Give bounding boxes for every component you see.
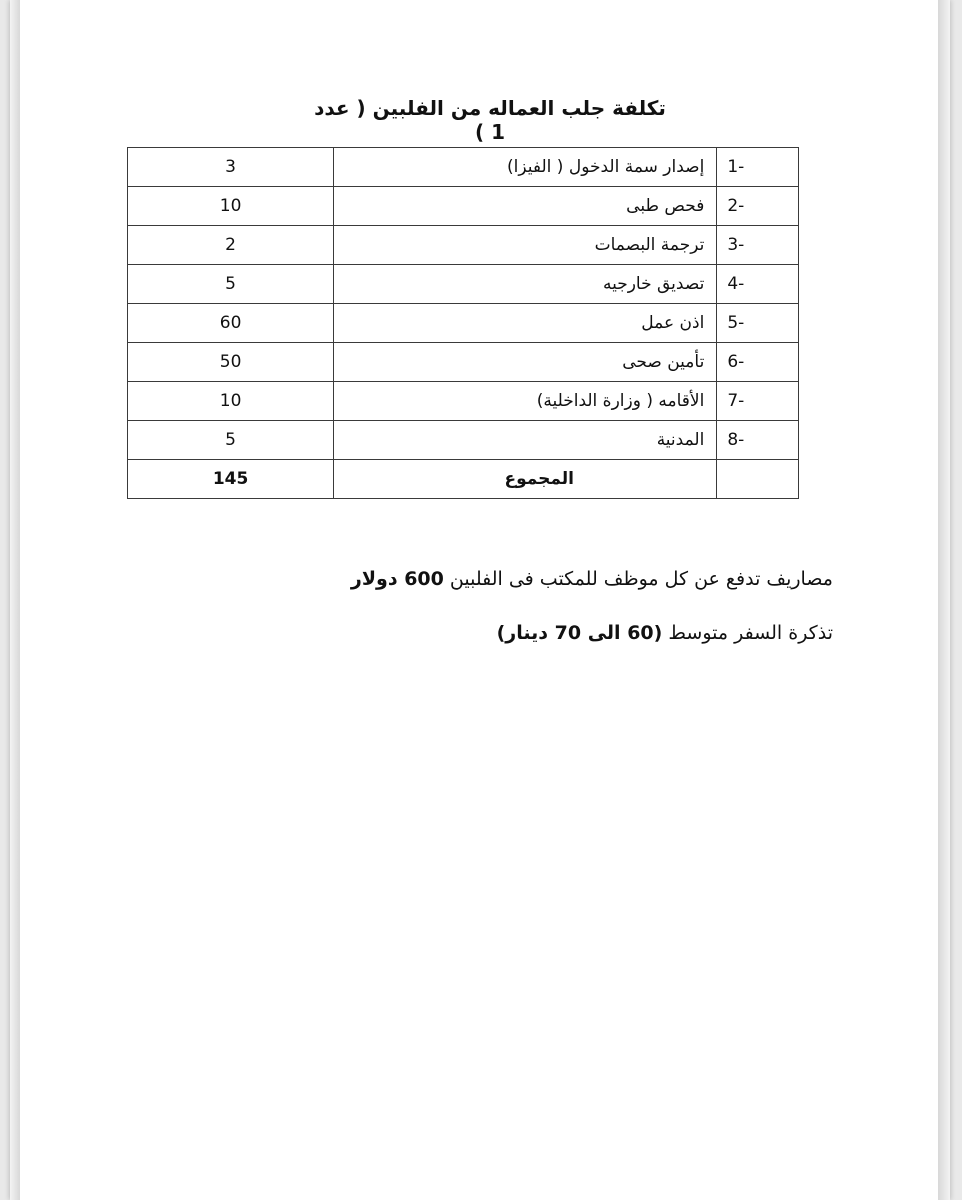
note-office-fees-text: مصاريف تدفع عن كل موظف للمكتب فى الفلبين xyxy=(443,568,833,590)
total-label: المجموع xyxy=(334,460,717,499)
row-number: 5- xyxy=(717,304,799,343)
note-office-fees-amount: 600 دولار xyxy=(350,568,444,590)
row-item: تصديق خارجيه xyxy=(334,265,717,304)
row-value: 60 xyxy=(128,304,334,343)
total-value: 145 xyxy=(128,460,334,499)
table-row xyxy=(128,382,799,421)
table-row xyxy=(128,187,799,226)
row-value: 3 xyxy=(128,148,334,187)
row-number: 3- xyxy=(717,226,799,265)
row-value: 10 xyxy=(128,187,334,226)
total-row xyxy=(128,460,799,499)
cost-table xyxy=(127,147,799,499)
row-number: 7- xyxy=(717,382,799,421)
row-number: 1- xyxy=(717,148,799,187)
row-number: 8- xyxy=(717,421,799,460)
row-item: الأقامه ( وزارة الداخلية) xyxy=(334,382,717,421)
row-number: 4- xyxy=(717,265,799,304)
page-edge-right xyxy=(938,0,950,1200)
table-row xyxy=(128,343,799,382)
row-item: إصدار سمة الدخول ( الفيزا) xyxy=(334,148,717,187)
table-row xyxy=(128,304,799,343)
row-item: ترجمة البصمات xyxy=(334,226,717,265)
note-office-fees xyxy=(351,568,833,590)
note-ticket-cost xyxy=(497,622,833,644)
table-row xyxy=(128,226,799,265)
row-value: 50 xyxy=(128,343,334,382)
row-value: 5 xyxy=(128,265,334,304)
row-number: 2- xyxy=(717,187,799,226)
row-number: 6- xyxy=(717,343,799,382)
total-empty-cell xyxy=(717,460,799,499)
note-ticket-cost-amount: (60 الى 70 دينار) xyxy=(496,622,663,644)
row-value: 10 xyxy=(128,382,334,421)
page-edge-left xyxy=(10,0,20,1200)
row-item: اذن عمل xyxy=(334,304,717,343)
table-row xyxy=(128,265,799,304)
row-value: 5 xyxy=(128,421,334,460)
row-item: تأمين صحى xyxy=(334,343,717,382)
row-value: 2 xyxy=(128,226,334,265)
table-row xyxy=(128,148,799,187)
row-item: المدنية xyxy=(334,421,717,460)
document-page xyxy=(10,0,950,1200)
table-row xyxy=(128,421,799,460)
note-ticket-cost-text: تذكرة السفر متوسط xyxy=(662,622,833,644)
document-title: تكلفة جلب العماله من الفلبين ( عدد 1 ) xyxy=(314,96,666,144)
row-item: فحص طبى xyxy=(334,187,717,226)
